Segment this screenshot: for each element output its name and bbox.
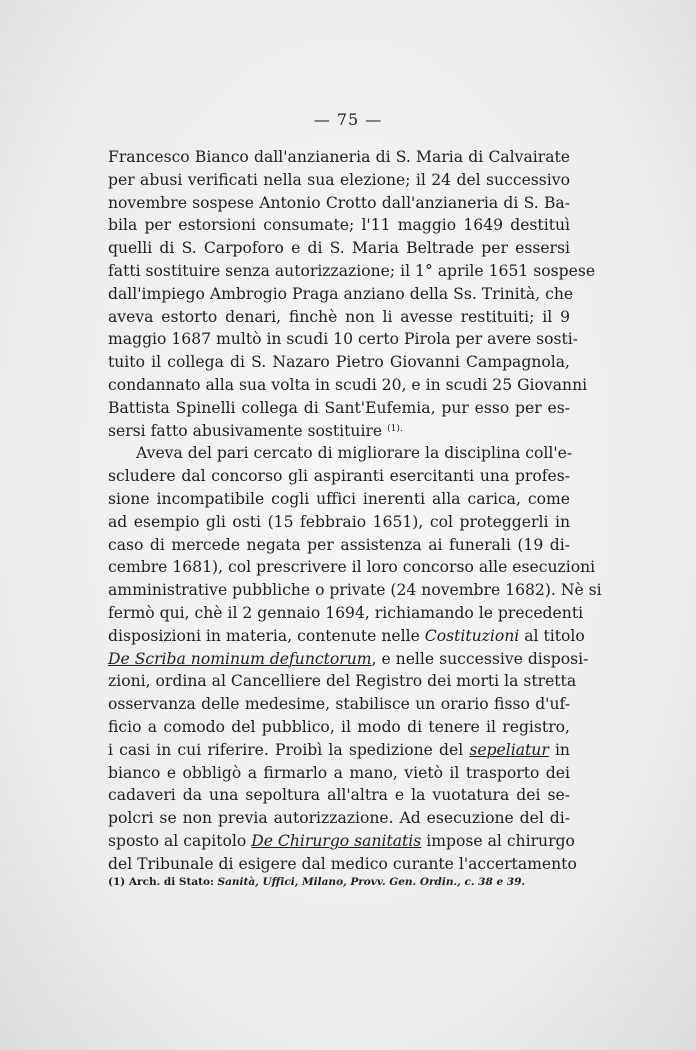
text-fragment: disposizioni in materia, contenute nelle: [108, 626, 425, 645]
text-line: [108, 442, 573, 465]
text-line: maggio 1687 multò in scudi 10 certo Pirola per avere sosti-: [108, 330, 579, 349]
italic-term: Costituzioni: [424, 626, 520, 645]
text-line: Francesco Bianco dall'anzianeria di S. Maria di Calvairate: [108, 148, 570, 166]
text-line: bila per estorsioni consumate; l'11 maggio 1649 destituì: [108, 216, 570, 235]
text-line-last: [108, 420, 570, 443]
text-line: aveva estorto denari, finchè non li avesse restituiti; il 9: [108, 307, 570, 326]
text-line: tuito il collega di S. Nazaro Pietro Giovanni Campagnola,: [108, 353, 570, 372]
text-line: cembre 1681), col prescrivere il loro concorso alle esecuzioni: [108, 558, 596, 577]
text-fragment: impose al chirurgo: [421, 831, 575, 850]
footnote: [108, 876, 570, 888]
text-line: bianco e obbligò a firmarlo a mano, vietò il trasporto dei: [108, 763, 570, 782]
text-line: dall'impiego Ambrogio Praga anziano della Ss. Trinità, che: [108, 284, 574, 303]
italic-title: De Scriba nominum defunctorum: [108, 649, 372, 668]
text-line: cadaveri da una sepoltura all'altra e la vuotatura dei se-: [108, 786, 570, 805]
text-line: scludere dal concorso gli aspiranti esercitanti una profes-: [108, 467, 570, 486]
text-line: [108, 648, 589, 671]
text-line: [108, 739, 570, 762]
text-line: fermò qui, chè il 2 gennaio 1694, richiamando le precedenti: [108, 603, 584, 622]
page-number: — 75 —: [313, 110, 383, 129]
text-line: per abusi verificati nella sua elezione; il 24 del successivo: [108, 170, 570, 189]
text-line: amministrative pubbliche o private (24 novembre 1682). Nè si: [108, 581, 602, 600]
text-fragment: sersi fatto abusivamente sostituire: [108, 421, 383, 440]
text-fragment: i casi in cui riferire. Proibì la spedizione del: [108, 740, 470, 759]
text-line: condannato alla sua volta in scudi 20, e in scudi 25 Giovanni: [108, 375, 588, 394]
paragraph-1: [108, 146, 596, 442]
text-line: osservanza delle medesime, stabilisce un orario fisso d'uf-: [108, 695, 570, 714]
text-line: Battista Spinelli collega di Sant'Eufemia, pur esso per es-: [108, 398, 570, 417]
text-line: caso di mercede negata per assistenza ai funerali (19 di-: [108, 535, 570, 554]
footnote-prefix: (1) Arch. di Stato:: [108, 876, 218, 888]
text-fragment: Aveva del pari cercato di migliorare la disciplina coll'e-: [136, 444, 573, 463]
text-line: [108, 830, 575, 853]
text-line: sione incompatibile cogli uffici inerenti alla carica, come: [108, 489, 570, 508]
text-fragment: in: [548, 740, 570, 759]
text-line: [108, 625, 585, 648]
text-line: fatti sostituire senza autorizzazione; il 1° aprile 1651 sospese: [108, 261, 596, 280]
text-line: ficio a comodo del pubblico, il modo di tenere il registro,: [108, 717, 570, 736]
text-line: del Tribunale di esigere dal medico curante l'accertamento: [108, 854, 577, 873]
body-text: [108, 146, 602, 876]
italic-term: sepeliatur: [469, 740, 549, 759]
text-fragment: , e nelle successive disposi-: [371, 649, 589, 668]
text-line: zioni, ordina al Cancelliere del Registro dei morti la stretta: [108, 672, 577, 691]
text-fragment: sposto al capitolo: [108, 831, 252, 850]
text-line: quelli di S. Carpoforo e di S. Maria Beltrade per essersi: [108, 239, 570, 258]
text-line: ad esempio gli osti (15 febbraio 1651), col proteggerli in: [108, 512, 570, 531]
footnote-source: Sanità, Uffici, Milano, Provv. Gen. Ordin., c. 38 e 39.: [217, 876, 526, 888]
italic-title: De Chirurgo sanitatis: [251, 831, 422, 850]
text-fragment: al titolo: [519, 626, 585, 645]
footnote-reference: (1).: [387, 423, 403, 434]
text-line: novembre sospese Antonio Crotto dall'anzianeria di S. Ba-: [108, 193, 570, 212]
paragraph-2: [108, 442, 602, 875]
text-line: polcri se non previa autorizzazione. Ad esecuzione del di-: [108, 809, 570, 828]
